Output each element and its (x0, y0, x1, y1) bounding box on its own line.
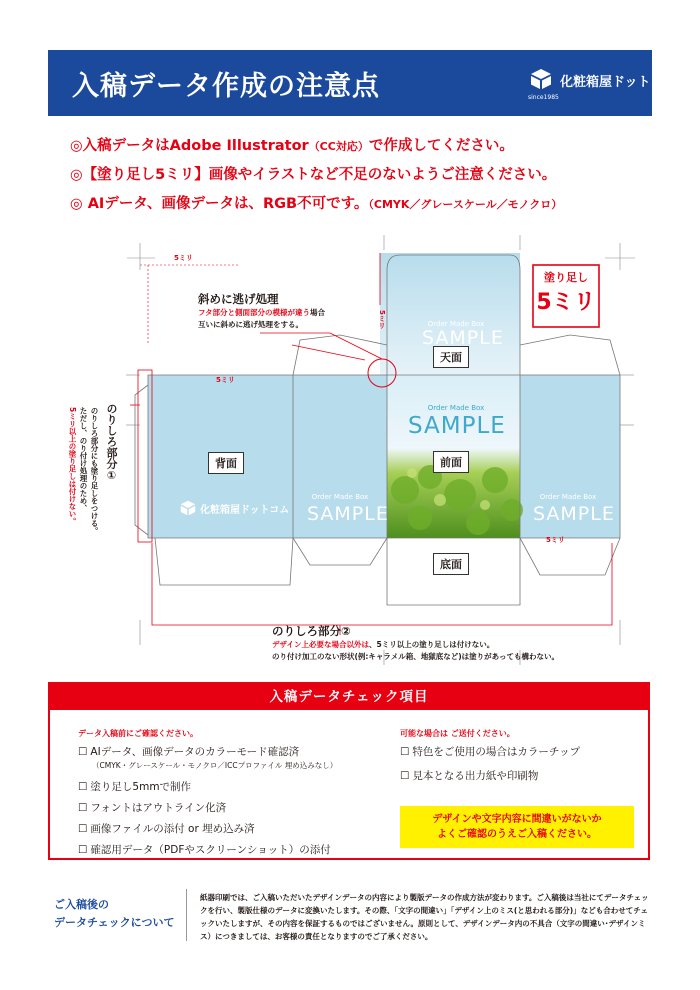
side2-sample: SAMPLE (533, 503, 615, 525)
checklist-left-heading: データ入稿前にご確認ください。 (78, 729, 198, 738)
panel-back-label: 背面 (208, 452, 244, 474)
logo-name: 化粧箱屋ドットコム (560, 75, 676, 90)
mm-label-corner: 5ミリ (174, 254, 193, 262)
mm-label-side: 5ミリ (546, 536, 565, 544)
glue1-line2: ただし、のり付け処理のため、 (79, 407, 88, 512)
panel-front-label: 前面 (433, 451, 469, 473)
check-item-outline[interactable]: ☐ フォントはアウトライン化済 (78, 800, 226, 815)
check-item-sample-print[interactable]: ☐ 見本となる出力紙や印刷物 (400, 768, 538, 783)
panel-bottom-label: 底面 (433, 553, 469, 575)
glue1-line1: のりしろ部分にも塗り足しをつける。 (90, 407, 99, 535)
confirm-notice (400, 806, 634, 848)
mm-label-top: 5ミリ (378, 310, 386, 329)
glue2-title: のりしろ部分② (272, 624, 351, 638)
escape-title: 斜めに逃げ処理 (198, 292, 279, 306)
glue2-note-red: デザイン上必要な場合以外は、5ミリ以上の塗り足しは付けない。 (272, 640, 495, 649)
panel-top-label: 天面 (433, 346, 469, 368)
header-banner (48, 50, 676, 116)
notice-rgb: ◎ AIデータ、画像データは、RGB不可です。（CMYK／グレースケール／モノクロ） (70, 196, 563, 212)
box-diagram (0, 225, 700, 670)
check-item-colormode[interactable]: ☐ AIデータ、画像データのカラーモード確認済 (78, 744, 299, 759)
check-item-bleed[interactable]: ☐ 塗り足し5mmで制作 (78, 779, 191, 794)
side2-order-made: Order Made Box (539, 493, 597, 501)
side-sample: SAMPLE (307, 503, 389, 525)
escape-note-black: 互いに斜めに逃げ処理をする。 (198, 320, 303, 329)
checklist-panel (48, 682, 650, 860)
glue2-note-black: のり付け加工のない形状(例:キャラメル箱、地獄底など)は塗りがあっても構わない。 (272, 652, 560, 661)
bleed-badge-line1: 塗り足し (544, 271, 588, 284)
escape-note-red: フタ部分と側面部分の模様が違う場合 (198, 308, 325, 317)
confirm-notice-line2: よくご確認のうえご入稿ください。 (437, 829, 597, 840)
bleed-badge-line2: 5ミリ (536, 290, 596, 315)
glue1-red: 5ミリ以上の塗り足しは付けない。 (68, 407, 77, 525)
front-order-made: Order Made Box (427, 404, 485, 412)
divider (186, 889, 187, 941)
check-item-preview[interactable]: ☐ 確認用データ（PDFやスクリーンショット）の添付 (78, 842, 331, 857)
notice-bleed: ◎【塗り足し5ミリ】画像やイラストなど不足のないようご注意ください。 (70, 167, 557, 183)
side-order-made: Order Made Box (311, 493, 369, 501)
page-title: 入稿データ作成の注意点 (72, 71, 380, 102)
top-order-made: Order Made Box (427, 320, 485, 328)
cube-logo-icon (530, 68, 552, 90)
back-logo-name: 化粧箱屋ドットコム (200, 505, 290, 516)
back-cube-logo-icon (180, 500, 196, 516)
glue1-title: のりしろ部分① (105, 403, 118, 482)
check-item-colormode-note: （CMYK・グレースケール・モノクロ／ICCプロファイル 埋め込みなし） (92, 761, 338, 770)
mm-label-back: 5ミリ (216, 376, 235, 384)
after-title-line2: データチェックについて (54, 916, 175, 929)
top-sample: SAMPLE (422, 327, 504, 349)
checklist-title: 入稿データチェック項目 (50, 684, 648, 710)
logo-since: since1985 (528, 94, 559, 101)
after-title (54, 896, 174, 932)
check-item-colorchip[interactable]: ☐ 特色をご使用の場合はカラーチップ (400, 744, 580, 759)
notice-illustrator: ◎入稿データはAdobe Illustrator（CC対応）で作成してください。 (70, 138, 514, 154)
check-item-image[interactable]: ☐ 画像ファイルの添付 or 埋め込み済 (78, 821, 255, 836)
front-sample: SAMPLE (408, 413, 506, 439)
confirm-notice-line1: デザインや文字内容に間違いがないか (432, 814, 602, 825)
after-body: 紙器印刷では、ご入稿いただいたデザインデータの内容により製版データの作成方法が変わります。ご入稿後は当社にてデータチェックを行い、製版仕様のデータに変換いたします。その際、「文字の間違い」「デザイン上のミス(と思われる部分)」なども合わせてチェックいたしますが、その内容を保証するものではございません。原則として、デザインデータ内の不具合（文字の間違い･デザインミス）につきましては、お客様の責任となりますのでご了承ください。 (200, 893, 649, 941)
checklist-right-heading: 可能な場合は ご送付ください。 (400, 729, 515, 738)
after-title-line1: ご入稿後の (54, 898, 109, 911)
